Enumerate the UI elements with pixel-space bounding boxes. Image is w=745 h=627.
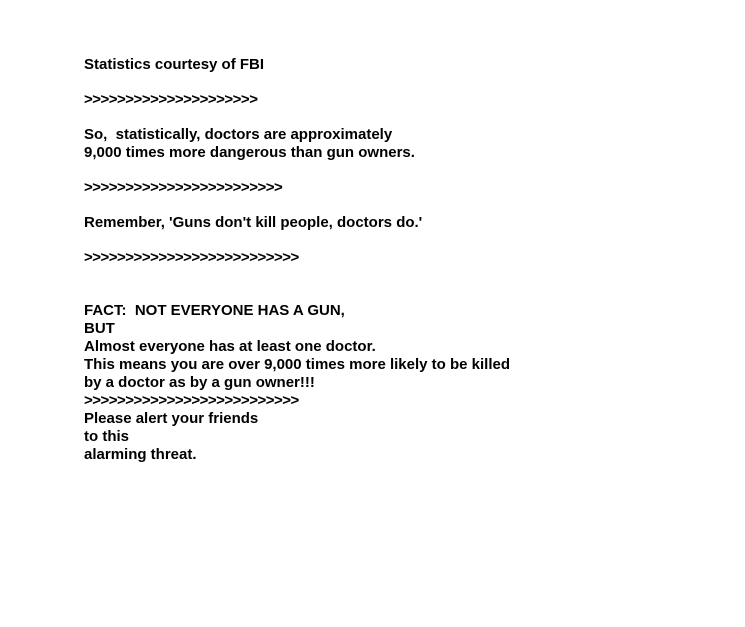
spacer	[84, 74, 724, 91]
fact-line: This means you are over 9,000 times more likely to be killed	[84, 356, 511, 373]
spacer	[84, 197, 724, 214]
document-body	[84, 56, 724, 464]
source-line: Statistics courtesy of FBI	[84, 56, 265, 73]
spacer	[84, 162, 724, 179]
claim-line: 9,000 times more dangerous than gun owners.	[84, 144, 415, 161]
fact-line: BUT	[84, 320, 115, 337]
fact-line: Almost everyone has at least one doctor.	[84, 338, 376, 355]
fact-line: by a doctor as by a gun owner!!!	[84, 374, 315, 391]
separator-arrows: >>>>>>>>>>>>>>>>>>>>>>>>	[84, 179, 283, 196]
claim-line: So, statistically, doctors are approximately	[84, 126, 393, 143]
alert-line: alarming threat.	[84, 446, 197, 463]
alert-line: to this	[84, 428, 129, 445]
separator-arrows: >>>>>>>>>>>>>>>>>>>>>>>>>>	[84, 249, 299, 266]
remember-line: Remember, 'Guns don't kill people, doctors do.'	[84, 214, 423, 231]
spacer	[84, 232, 724, 249]
separator-arrows: >>>>>>>>>>>>>>>>>>>>>>>>>>	[84, 392, 299, 409]
separator-arrows: >>>>>>>>>>>>>>>>>>>>>	[84, 91, 258, 108]
alert-line: Please alert your friends	[84, 410, 259, 427]
spacer	[84, 109, 724, 126]
spacer	[84, 267, 724, 302]
fact-line: FACT: NOT EVERYONE HAS A GUN,	[84, 302, 345, 319]
